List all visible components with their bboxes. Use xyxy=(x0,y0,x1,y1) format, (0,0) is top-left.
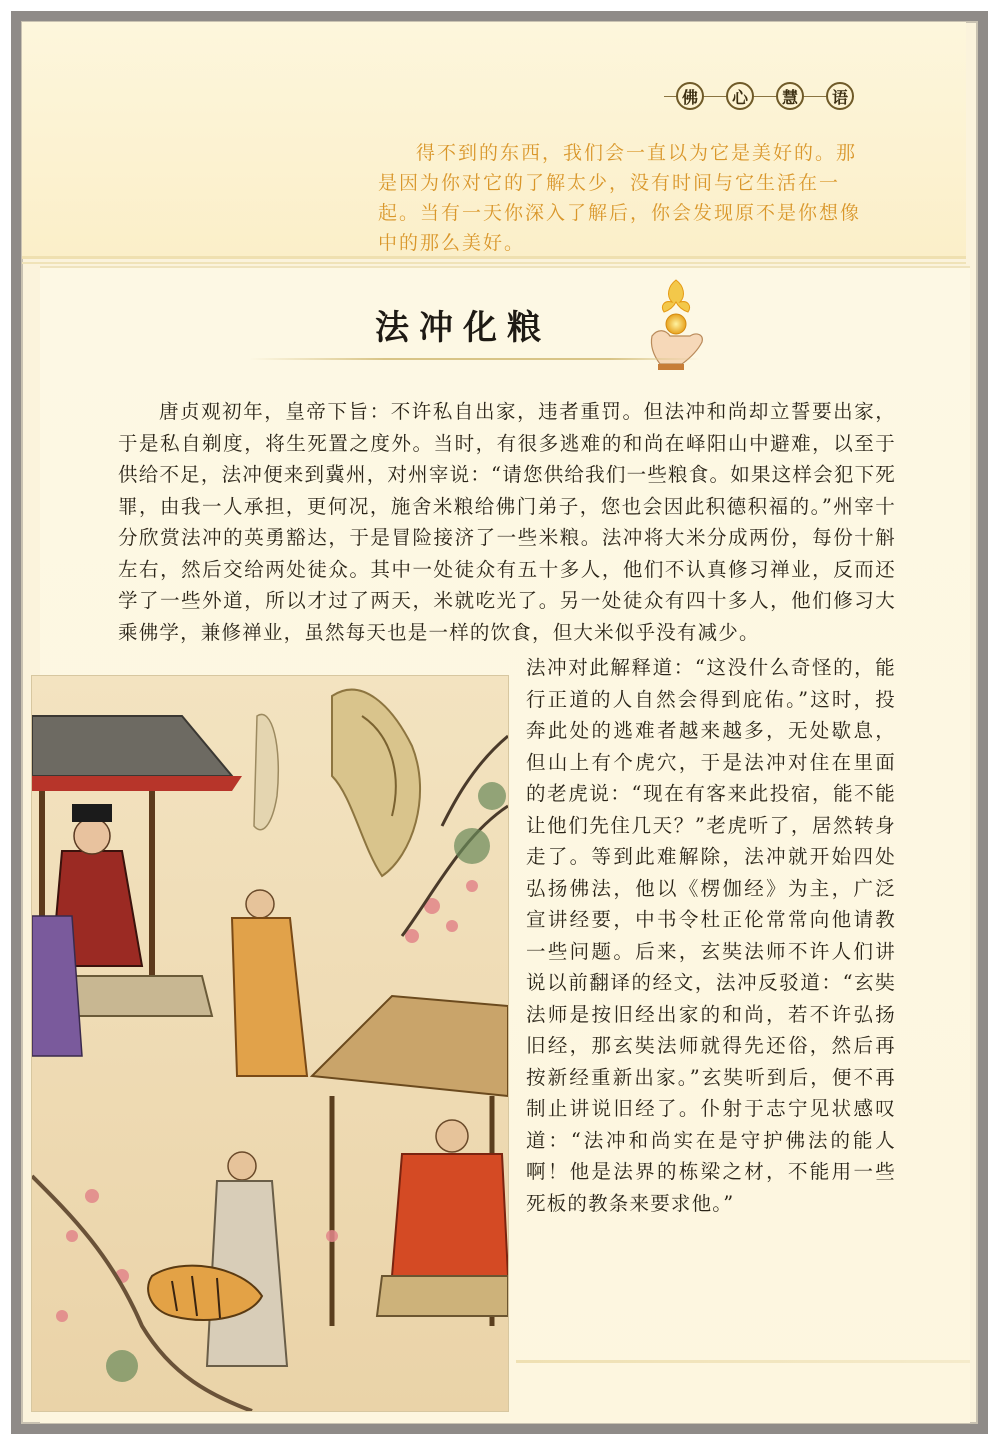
paragraph-side: 法冲对此解释道：“这没什么奇怪的，能行正道的人自然会得到庇佑。”这时，投奔此处的逃难者越来越多，无处歇息，但山上有个虎穴，于是法冲对住在里面的老虎说：“现在有客来此投宿，能不能让他们先住几天？”老虎听了，居然转身走了。等到此难解除，法冲就开始四处弘扬佛法，他以《楞伽经》为主，广泛宣讲经要，中书令杜正伦常常向他请教一些问题。后来，玄奘法师不许人们讲说以前翻译的经文，法冲反驳道：“玄奘法师是按旧经出家的和尚，若不许弘扬旧经，那玄奘法师就得先还俗，然后再按新经重新出家。”玄奘听到后，便不再制止讲说旧经了。仆射于志宁见状感叹道：“法冲和尚实在是守护佛法的能人啊！他是法界的栋梁之材，不能用一些死板的教条来要求他。” xyxy=(526,656,896,1215)
quote-divider xyxy=(22,262,966,264)
badge-char: 慧 xyxy=(776,82,804,110)
side-paragraph xyxy=(526,652,896,1219)
quote-paragraph: 得不到的东西，我们会一直以为它是美好的。那是因为你对它的了解太少，没有时间与它生活在一起。当有一天你深入了解后，你会发现原不是你想像中的那么美好。 xyxy=(378,142,862,254)
section-badges xyxy=(676,82,854,110)
badge-char: 心 xyxy=(726,82,754,110)
badge-char: 佛 xyxy=(676,82,704,110)
quote-panel xyxy=(22,22,966,259)
badge-char: 语 xyxy=(826,82,854,110)
title-underline xyxy=(250,358,700,360)
main-paragraph xyxy=(118,396,896,648)
temple-painting-illustration xyxy=(32,676,508,1411)
paragraph-main: 唐贞观初年，皇帝下旨：不许私自出家，违者重罚。但法冲和尚却立誓要出家，于是私自剃度，将生死置之度外。当时，有很多逃难的和尚在峄阳山中避难，以至于供给不足，法冲便来到冀州，对州宰说：“请您供给我们一些粮食。如果这样会犯下死罪，由我一人承担，更何况，施舍米粮给佛门弟子，您也会因此积德积福的。”州宰十分欣赏法冲的英勇豁达，于是冒险接济了一些米粮。法冲将大米分成两份，每份十斛左右，然后交给两处徒众。其中一处徒众有五十多人，他们不认真修习禅业，反而还学了一些外道，所以才过了两天，米就吃光了。另一处徒众有四十多人，他们修习大乘佛学，兼修禅业，虽然每天也是一样的饮食，但大米似乎没有减少。 xyxy=(118,400,896,644)
article-panel xyxy=(40,266,970,1423)
wisdom-quote xyxy=(378,138,874,258)
bottom-divider xyxy=(516,1360,970,1363)
article-title: 法冲化粮 xyxy=(375,308,551,348)
